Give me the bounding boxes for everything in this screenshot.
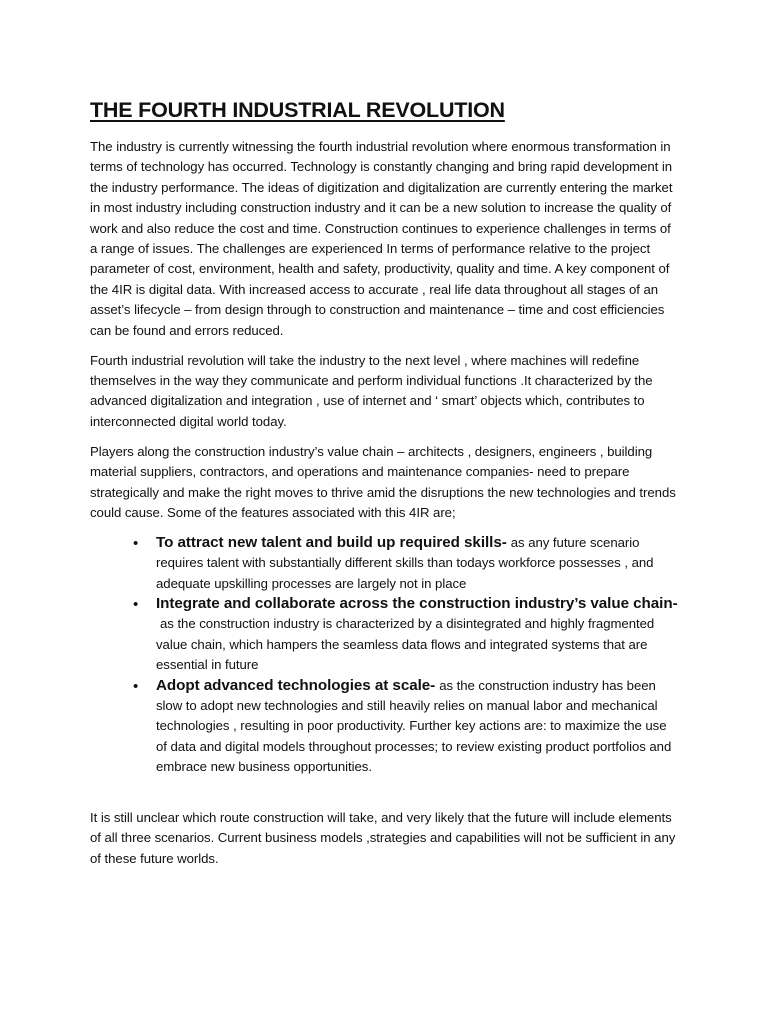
list-item-body: as any future scenario requires talent with substantially different skills than todays workforce possesses , and adequate upskilling processes are largely not in place (156, 534, 654, 591)
list-item-heading: Adopt advanced technologies at scale- (156, 676, 436, 694)
bullet-icon: • (133, 596, 139, 614)
list-item (133, 594, 678, 676)
list-item-heading: To attract new talent and build up required skills- (156, 533, 507, 551)
bullet-icon: • (133, 677, 139, 695)
list-item-heading: Integrate and collaborate across the construction industry’s value chain- (156, 595, 678, 613)
paragraph-next-level: Fourth industrial revolution will take the industry to the next level , where machines will redefine themselves in the way they communicate and perform individual functions .It characterized by the advanced digitalization and integration , use of internet and ‘ smart’ objects which, contributes to interconnected digital world today. (90, 352, 653, 429)
feature-list (90, 533, 678, 778)
list-item (133, 676, 678, 778)
paragraph-value-chain: Players along the construction industry’s value chain – architects , designers, engineers , building material suppliers, contractors, and operations and maintenance companies- need to prepare strategically and make the right moves to thrive amid the disruptions the new technologies and trends could cause. Some of the features associated with this 4IR are; (90, 443, 676, 520)
list-item (133, 533, 678, 594)
paragraph-intro: The industry is currently witnessing the fourth industrial revolution where enormous transformation in terms of technology has occurred. Technology is constantly changing and bring rapid development in the industry performance. The ideas of digitization and digitalization are currently entering the market in most industry including construction industry and it can be a new solution to increase the quality of work and also reduce the cost and time. Construction continues to experience challenges in terms of a range of issues. The challenges are experienced In terms of performance relative to the project parameter of cost, environment, health and safety, productivity, quality and time. A key component of the 4IR is digital data. With increased access to accurate , real life data throughout all stages of an asset’s lifecycle – from design through to construction and maintenance – time and cost efficiencies can be found and errors reduced. (90, 139, 673, 338)
document-title: THE FOURTH INDUSTRIAL REVOLUTION (90, 98, 505, 122)
section-spacer (90, 778, 678, 808)
paragraph-closing: It is still unclear which route construction will take, and very likely that the future will include elements of all three scenarios. Current business models ,strategies and capabilities will not be sufficient in any of these future worlds. (90, 809, 676, 866)
bullet-icon: • (133, 534, 139, 552)
list-item-body: as the construction industry is characterized by a disintegrated and highly fragmented value chain, which hampers the seamless data flows and integrated systems that are essential in future (156, 616, 655, 673)
list-item-body: as the construction industry has been slow to adopt new technologies and still heavily relies on manual labor and mechanical technologies , resulting in poor productivity. Further key actions are: to maximize the use of data and digital models throughout processes; to review existing product portfolios and embrace new business opportunities. (156, 677, 672, 775)
